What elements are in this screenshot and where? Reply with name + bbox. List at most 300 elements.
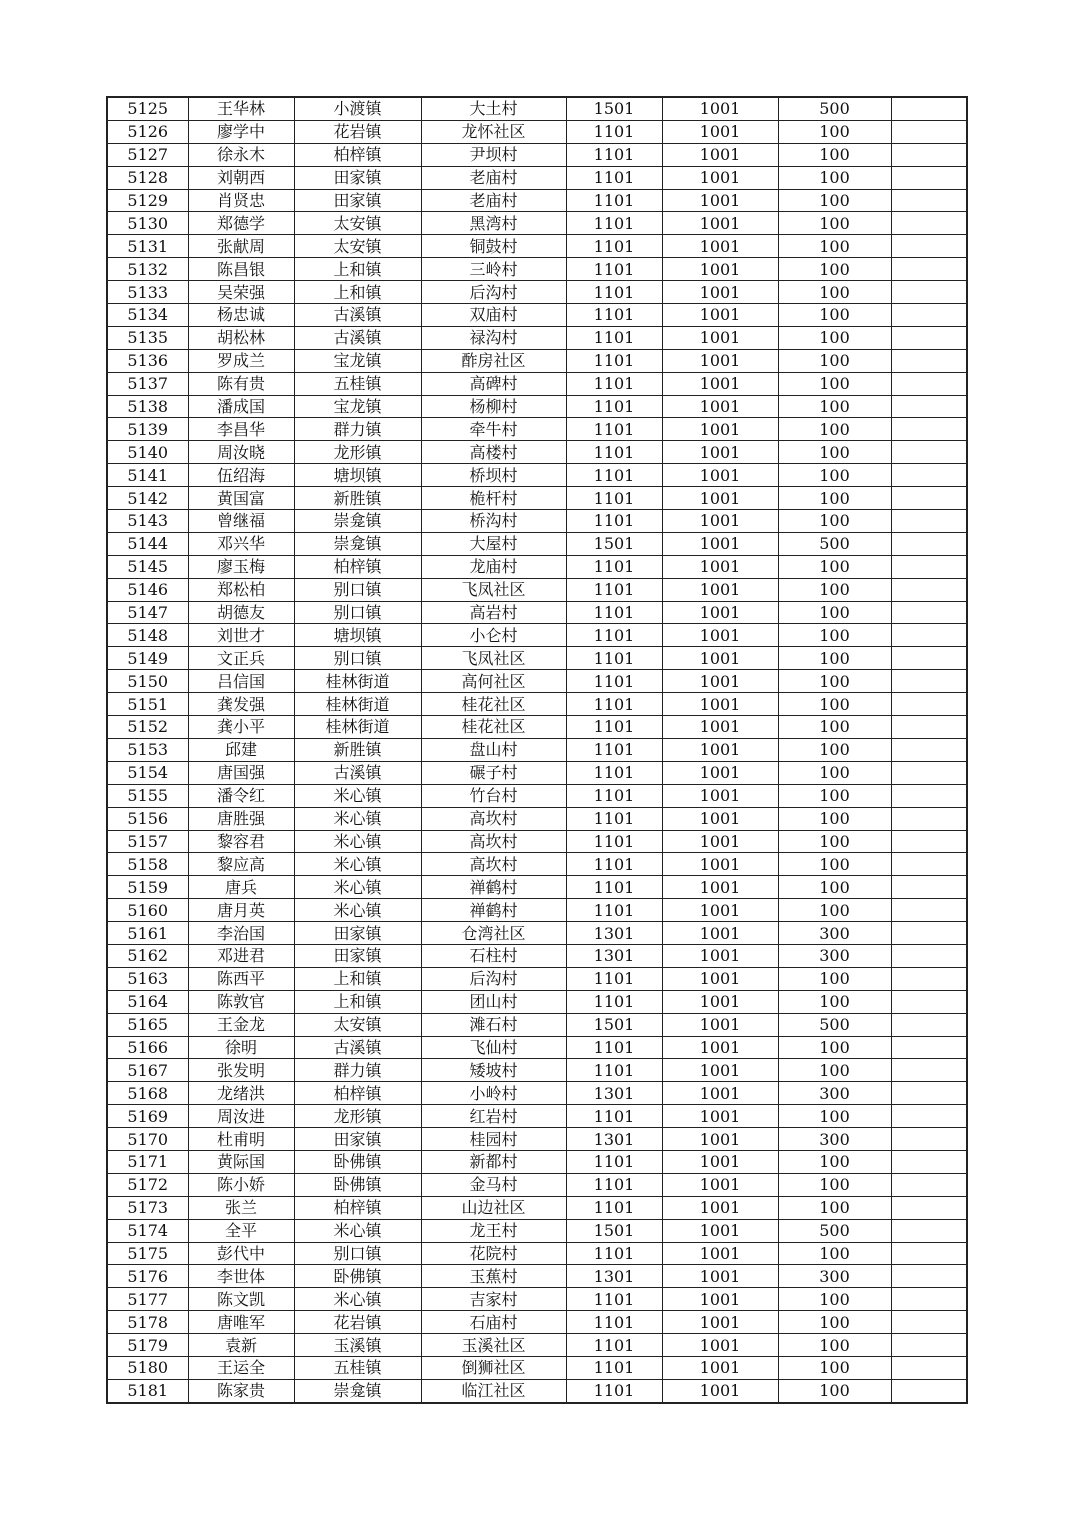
name-cell: 唐兵 [188,876,294,899]
code-a-cell: 1101 [566,853,662,876]
remark-cell [891,1059,967,1082]
village-cell: 龙怀社区 [421,120,566,143]
name-cell: 郑德学 [188,212,294,235]
amount-cell: 100 [778,372,891,395]
code-b-cell: 1001 [662,555,778,578]
name-cell: 黄际国 [188,1150,294,1173]
code-a-cell: 1101 [566,784,662,807]
code-a-cell: 1101 [566,578,662,601]
code-a-cell: 1101 [566,326,662,349]
code-a-cell: 1101 [566,1288,662,1311]
name-cell: 李治国 [188,922,294,945]
town-cell: 古溪镇 [294,761,421,784]
town-cell: 别口镇 [294,1242,421,1265]
id-cell: 5128 [107,166,188,189]
remark-cell [891,326,967,349]
town-cell: 别口镇 [294,601,421,624]
remark-cell [891,555,967,578]
name-cell: 李世体 [188,1265,294,1288]
village-cell: 山边社区 [421,1196,566,1219]
table-row [107,830,967,853]
code-a-cell: 1101 [566,1059,662,1082]
village-cell: 仓湾社区 [421,922,566,945]
code-b-cell: 1001 [662,1356,778,1379]
id-cell: 5126 [107,120,188,143]
code-a-cell: 1101 [566,1311,662,1334]
amount-cell: 100 [778,212,891,235]
amount-cell: 100 [778,1334,891,1357]
code-a-cell: 1101 [566,1173,662,1196]
village-cell: 高何社区 [421,670,566,693]
town-cell: 龙形镇 [294,441,421,464]
village-cell: 三岭村 [421,258,566,281]
name-cell: 唐月英 [188,899,294,922]
table-body [107,97,967,1403]
town-cell: 柏梓镇 [294,1082,421,1105]
town-cell: 宝龙镇 [294,395,421,418]
village-cell: 黑湾村 [421,212,566,235]
name-cell: 刘世才 [188,624,294,647]
remark-cell [891,1311,967,1334]
name-cell: 廖学中 [188,120,294,143]
id-cell: 5140 [107,441,188,464]
name-cell: 袁新 [188,1334,294,1357]
village-cell: 高碑村 [421,372,566,395]
name-cell: 陈西平 [188,967,294,990]
town-cell: 田家镇 [294,922,421,945]
id-cell: 5180 [107,1356,188,1379]
code-a-cell: 1101 [566,304,662,327]
id-cell: 5154 [107,761,188,784]
town-cell: 柏梓镇 [294,555,421,578]
village-cell: 新都村 [421,1150,566,1173]
id-cell: 5176 [107,1265,188,1288]
id-cell: 5148 [107,624,188,647]
town-cell: 花岩镇 [294,120,421,143]
table-row [107,899,967,922]
table-row [107,235,967,258]
table-row [107,464,967,487]
id-cell: 5160 [107,899,188,922]
code-b-cell: 1001 [662,1082,778,1105]
table-row [107,372,967,395]
code-a-cell: 1101 [566,1105,662,1128]
code-a-cell: 1301 [566,1265,662,1288]
code-b-cell: 1001 [662,464,778,487]
id-cell: 5135 [107,326,188,349]
code-a-cell: 1101 [566,235,662,258]
remark-cell [891,647,967,670]
amount-cell: 300 [778,1082,891,1105]
table-row [107,944,967,967]
village-cell: 酢房社区 [421,349,566,372]
remark-cell [891,258,967,281]
id-cell: 5151 [107,693,188,716]
remark-cell [891,1082,967,1105]
code-a-cell: 1301 [566,944,662,967]
table-row [107,876,967,899]
code-a-cell: 1101 [566,830,662,853]
village-cell: 临江社区 [421,1379,566,1402]
remark-cell [891,97,967,120]
remark-cell [891,395,967,418]
table-row [107,1128,967,1151]
village-cell: 高坎村 [421,853,566,876]
code-b-cell: 1001 [662,326,778,349]
code-a-cell: 1101 [566,876,662,899]
id-cell: 5162 [107,944,188,967]
name-cell: 陈敦官 [188,990,294,1013]
town-cell: 太安镇 [294,235,421,258]
table-row [107,258,967,281]
code-b-cell: 1001 [662,1242,778,1265]
name-cell: 曾继福 [188,510,294,533]
code-a-cell: 1101 [566,510,662,533]
village-cell: 飞凤社区 [421,578,566,601]
name-cell: 杨忠诚 [188,304,294,327]
code-a-cell: 1101 [566,166,662,189]
id-cell: 5172 [107,1173,188,1196]
town-cell: 上和镇 [294,990,421,1013]
code-a-cell: 1101 [566,647,662,670]
table-row [107,487,967,510]
remark-cell [891,212,967,235]
amount-cell: 100 [778,555,891,578]
code-b-cell: 1001 [662,395,778,418]
code-b-cell: 1001 [662,876,778,899]
village-cell: 高坎村 [421,830,566,853]
amount-cell: 100 [778,1311,891,1334]
code-b-cell: 1001 [662,510,778,533]
table-row [107,1311,967,1334]
table-row [107,189,967,212]
id-cell: 5141 [107,464,188,487]
code-a-cell: 1101 [566,349,662,372]
town-cell: 桂林街道 [294,716,421,739]
amount-cell: 100 [778,761,891,784]
code-a-cell: 1101 [566,670,662,693]
amount-cell: 100 [778,716,891,739]
id-cell: 5139 [107,418,188,441]
table-row [107,1036,967,1059]
remark-cell [891,120,967,143]
id-cell: 5163 [107,967,188,990]
remark-cell [891,693,967,716]
name-cell: 陈小娇 [188,1173,294,1196]
code-b-cell: 1001 [662,97,778,120]
code-b-cell: 1001 [662,1105,778,1128]
name-cell: 李昌华 [188,418,294,441]
code-b-cell: 1001 [662,670,778,693]
remark-cell [891,670,967,693]
name-cell: 全平 [188,1219,294,1242]
id-cell: 5133 [107,281,188,304]
remark-cell [891,372,967,395]
town-cell: 米心镇 [294,899,421,922]
remark-cell [891,1196,967,1219]
id-cell: 5132 [107,258,188,281]
table-row [107,441,967,464]
id-cell: 5130 [107,212,188,235]
town-cell: 崇龛镇 [294,1379,421,1402]
code-b-cell: 1001 [662,372,778,395]
roster-table [106,96,968,1404]
table-row [107,1150,967,1173]
amount-cell: 100 [778,1173,891,1196]
id-cell: 5127 [107,143,188,166]
amount-cell: 100 [778,578,891,601]
code-b-cell: 1001 [662,944,778,967]
code-b-cell: 1001 [662,899,778,922]
code-a-cell: 1501 [566,1013,662,1036]
id-cell: 5167 [107,1059,188,1082]
name-cell: 潘成国 [188,395,294,418]
village-cell: 桂园村 [421,1128,566,1151]
table-row [107,532,967,555]
village-cell: 大土村 [421,97,566,120]
id-cell: 5165 [107,1013,188,1036]
remark-cell [891,1265,967,1288]
name-cell: 龚发强 [188,693,294,716]
code-b-cell: 1001 [662,716,778,739]
code-b-cell: 1001 [662,418,778,441]
table-row [107,97,967,120]
remark-cell [891,510,967,533]
id-cell: 5145 [107,555,188,578]
code-b-cell: 1001 [662,738,778,761]
village-cell: 高楼村 [421,441,566,464]
village-cell: 吉家村 [421,1288,566,1311]
name-cell: 陈文凯 [188,1288,294,1311]
amount-cell: 100 [778,1036,891,1059]
remark-cell [891,1356,967,1379]
code-a-cell: 1101 [566,555,662,578]
village-cell: 玉蕉村 [421,1265,566,1288]
code-b-cell: 1001 [662,1196,778,1219]
code-b-cell: 1001 [662,487,778,510]
code-b-cell: 1001 [662,166,778,189]
village-cell: 桥坝村 [421,464,566,487]
amount-cell: 100 [778,1105,891,1128]
code-b-cell: 1001 [662,441,778,464]
code-a-cell: 1101 [566,1196,662,1219]
code-a-cell: 1101 [566,464,662,487]
code-a-cell: 1501 [566,532,662,555]
name-cell: 周汝进 [188,1105,294,1128]
remark-cell [891,784,967,807]
table-row [107,304,967,327]
remark-cell [891,967,967,990]
amount-cell: 100 [778,876,891,899]
amount-cell: 100 [778,281,891,304]
code-a-cell: 1101 [566,189,662,212]
amount-cell: 100 [778,830,891,853]
table-row [107,624,967,647]
remark-cell [891,189,967,212]
village-cell: 杨柳村 [421,395,566,418]
name-cell: 张献周 [188,235,294,258]
village-cell: 牵牛村 [421,418,566,441]
town-cell: 上和镇 [294,967,421,990]
id-cell: 5166 [107,1036,188,1059]
remark-cell [891,464,967,487]
name-cell: 陈有贵 [188,372,294,395]
name-cell: 伍绍海 [188,464,294,487]
amount-cell: 100 [778,487,891,510]
town-cell: 卧佛镇 [294,1173,421,1196]
amount-cell: 100 [778,1379,891,1402]
code-b-cell: 1001 [662,1265,778,1288]
amount-cell: 500 [778,1013,891,1036]
table-row [107,349,967,372]
table-row [107,510,967,533]
id-cell: 5161 [107,922,188,945]
name-cell: 陈昌银 [188,258,294,281]
remark-cell [891,1334,967,1357]
amount-cell: 100 [778,1242,891,1265]
code-a-cell: 1501 [566,97,662,120]
code-b-cell: 1001 [662,189,778,212]
village-cell: 飞仙村 [421,1036,566,1059]
name-cell: 刘朝西 [188,166,294,189]
table-row [107,1356,967,1379]
village-cell: 桅杆村 [421,487,566,510]
code-a-cell: 1101 [566,899,662,922]
remark-cell [891,532,967,555]
name-cell: 唐胜强 [188,807,294,830]
amount-cell: 100 [778,1150,891,1173]
remark-cell [891,487,967,510]
id-cell: 5142 [107,487,188,510]
name-cell: 唐国强 [188,761,294,784]
remark-cell [891,1150,967,1173]
code-a-cell: 1301 [566,1128,662,1151]
town-cell: 田家镇 [294,1128,421,1151]
table-row [107,853,967,876]
table-row [107,578,967,601]
id-cell: 5144 [107,532,188,555]
id-cell: 5177 [107,1288,188,1311]
town-cell: 田家镇 [294,944,421,967]
id-cell: 5152 [107,716,188,739]
code-b-cell: 1001 [662,830,778,853]
table-row [107,212,967,235]
name-cell: 肖贤忠 [188,189,294,212]
name-cell: 彭代中 [188,1242,294,1265]
amount-cell: 100 [778,1356,891,1379]
amount-cell: 100 [778,624,891,647]
code-a-cell: 1101 [566,990,662,1013]
amount-cell: 100 [778,693,891,716]
code-a-cell: 1101 [566,716,662,739]
code-b-cell: 1001 [662,624,778,647]
table-row [107,418,967,441]
amount-cell: 100 [778,647,891,670]
code-b-cell: 1001 [662,578,778,601]
town-cell: 米心镇 [294,876,421,899]
town-cell: 太安镇 [294,212,421,235]
village-cell: 老庙村 [421,166,566,189]
code-a-cell: 1101 [566,738,662,761]
town-cell: 米心镇 [294,853,421,876]
code-a-cell: 1101 [566,761,662,784]
village-cell: 高岩村 [421,601,566,624]
name-cell: 唐唯军 [188,1311,294,1334]
village-cell: 尹坝村 [421,143,566,166]
remark-cell [891,1105,967,1128]
table-row [107,761,967,784]
table-row [107,1059,967,1082]
remark-cell [891,876,967,899]
id-cell: 5129 [107,189,188,212]
code-a-cell: 1101 [566,693,662,716]
town-cell: 柏梓镇 [294,143,421,166]
name-cell: 徐永木 [188,143,294,166]
id-cell: 5143 [107,510,188,533]
town-cell: 宝龙镇 [294,349,421,372]
amount-cell: 300 [778,944,891,967]
amount-cell: 500 [778,532,891,555]
name-cell: 王华林 [188,97,294,120]
code-b-cell: 1001 [662,1334,778,1357]
village-cell: 金马村 [421,1173,566,1196]
village-cell: 后沟村 [421,967,566,990]
table-row [107,738,967,761]
table-row [107,281,967,304]
remark-cell [891,624,967,647]
code-b-cell: 1001 [662,1150,778,1173]
amount-cell: 100 [778,1059,891,1082]
table-row [107,1265,967,1288]
remark-cell [891,922,967,945]
remark-cell [891,1379,967,1402]
name-cell: 吴荣强 [188,281,294,304]
name-cell: 吕信国 [188,670,294,693]
remark-cell [891,1036,967,1059]
amount-cell: 100 [778,899,891,922]
name-cell: 徐明 [188,1036,294,1059]
amount-cell: 100 [778,738,891,761]
town-cell: 别口镇 [294,647,421,670]
name-cell: 郑松柏 [188,578,294,601]
amount-cell: 100 [778,807,891,830]
town-cell: 桂林街道 [294,693,421,716]
code-a-cell: 1101 [566,441,662,464]
town-cell: 太安镇 [294,1013,421,1036]
town-cell: 卧佛镇 [294,1265,421,1288]
code-a-cell: 1501 [566,1219,662,1242]
code-a-cell: 1101 [566,1150,662,1173]
amount-cell: 100 [778,304,891,327]
code-a-cell: 1101 [566,1242,662,1265]
amount-cell: 100 [778,441,891,464]
name-cell: 黄国富 [188,487,294,510]
id-cell: 5150 [107,670,188,693]
code-b-cell: 1001 [662,967,778,990]
village-cell: 老庙村 [421,189,566,212]
village-cell: 碾子村 [421,761,566,784]
remark-cell [891,1288,967,1311]
town-cell: 群力镇 [294,418,421,441]
code-b-cell: 1001 [662,922,778,945]
amount-cell: 300 [778,1128,891,1151]
village-cell: 双庙村 [421,304,566,327]
town-cell: 卧佛镇 [294,1150,421,1173]
code-a-cell: 1101 [566,212,662,235]
town-cell: 塘坝镇 [294,464,421,487]
village-cell: 倒狮社区 [421,1356,566,1379]
name-cell: 黎容君 [188,830,294,853]
